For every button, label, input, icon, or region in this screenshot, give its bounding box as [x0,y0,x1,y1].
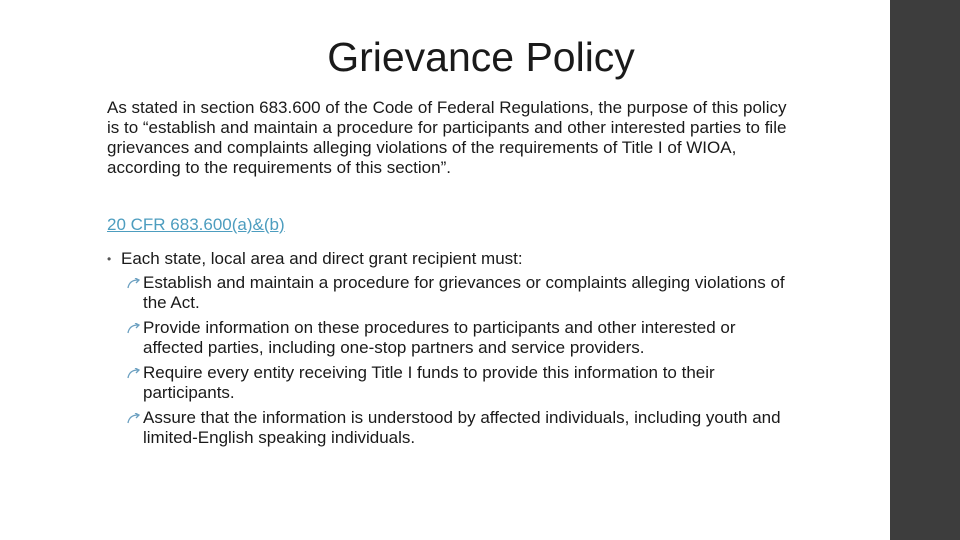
sub-list [107,273,787,448]
sub-item [121,273,787,313]
sub-item-text: Assure that the information is understood by affected individuals, including youth and limited-English speaking individuals. [143,408,781,447]
curved-arrow-icon [127,323,141,334]
curved-arrow-icon [127,413,141,424]
curved-arrow-icon [127,368,141,379]
slide-title: Grievance Policy [327,34,635,80]
sub-item-text: Establish and maintain a procedure for grievances or complaints alleging violations of the Act. [143,273,785,312]
intro-paragraph [107,98,787,178]
bullet-dot-icon: • [107,252,112,266]
bullet-list [107,249,787,448]
intro-text: As stated in section 683.600 of the Code of Federal Regulations, the purpose of this policy is to “establish and maintain a procedure for participants and other interested parties to file grievances and complaints alleging violations of the requirements of Title I of WIOA, according to the requirements of this section”. [107,98,787,177]
sidebar-decoration [890,0,960,540]
curved-arrow-icon [127,278,141,289]
bullet-text: Each state, local area and direct grant recipient must: [121,249,523,268]
cfr-link[interactable]: 20 CFR 683.600(a)&(b) [107,215,285,234]
sub-item-text: Require every entity receiving Title I funds to provide this information to their participants. [143,363,715,402]
sub-item-text: Provide information on these procedures to participants and other interested or affected parties, including one-stop partners and service providers. [143,318,736,357]
sub-item [121,408,787,448]
sub-item [121,363,787,403]
list-item [107,249,787,269]
sub-item [121,318,787,358]
